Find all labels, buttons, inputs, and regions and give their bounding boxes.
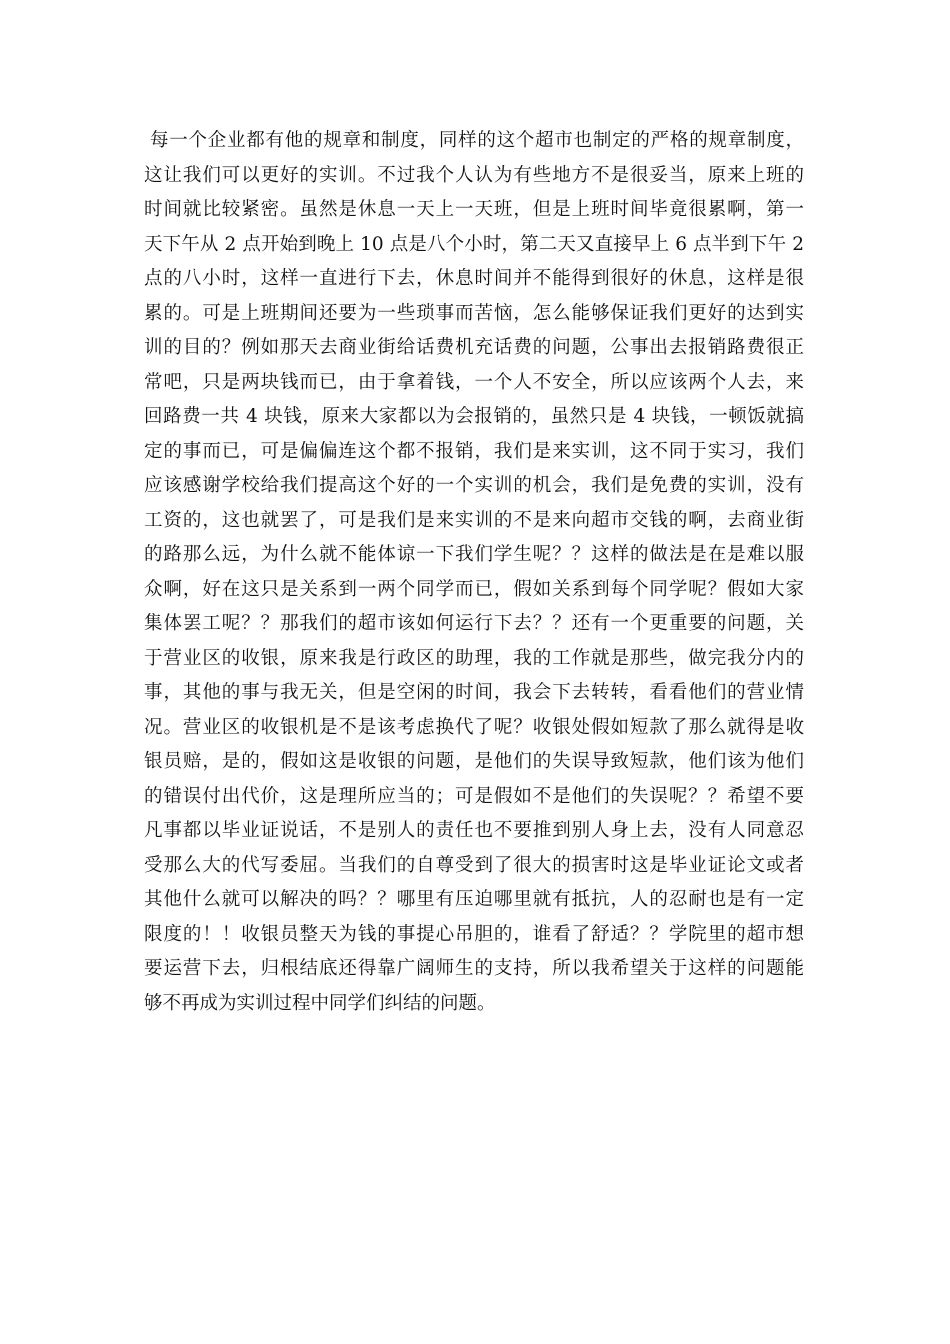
body-paragraph — [144, 124, 804, 1021]
paragraph-line: 的路那么远，为什么就不能体谅一下我们学生呢？？这样的做法是在是难以服 — [144, 544, 804, 565]
paragraph-line: 点的八小时，这样一直进行下去，休息时间并不能得到很好的休息，这样是很 — [144, 268, 804, 289]
paragraph-line: 受那么大的代写委屈。当我们的自尊受到了很大的损害时这是毕业证论文或者 — [144, 854, 804, 876]
paragraph-line: 工资的，这也就罢了，可是我们是来实训的不是来向超市交钱的啊，去商业街 — [144, 509, 804, 531]
paragraph-line: 每一个企业都有他的规章和制度，同样的这个超市也制定的严格的规章制度， — [150, 130, 804, 151]
paragraph-line: 况。营业区的收银机是不是该考虑换代了呢？收银处假如短款了那么就得是收 — [144, 716, 804, 738]
paragraph-line: 常吧，只是两块钱而已，由于拿着钱，一个人不安全，所以应该两个人去，来 — [144, 371, 804, 393]
paragraph-line: 应该感谢学校给我们提高这个好的一个实训的机会，我们是免费的实训，没有 — [144, 475, 804, 496]
paragraph-line: 够不再成为实训过程中同学们纠结的问题。 — [144, 992, 496, 1014]
paragraph-line: 众啊，好在这只是关系到一两个同学而已，假如关系到每个同学呢？假如大家 — [144, 578, 804, 600]
paragraph-line: 这让我们可以更好的实训。不过我个人认为有些地方不是很妥当，原来上班的 — [144, 164, 804, 186]
paragraph-line: 限度的！！收银员整天为钱的事提心吊胆的，谁看了舒适？？学院里的超市想 — [144, 923, 804, 945]
paragraph-line: 集体罢工呢？？那我们的超市该如何运行下去？？还有一个更重要的问题，关 — [144, 613, 804, 634]
paragraph-line: 回路费一共 4 块钱，原来大家都以为会报销的，虽然只是 4 块钱，一顿饭就搞 — [144, 406, 804, 427]
paragraph-line: 天下午从 2 点开始到晚上 10 点是八个小时，第二天又直接早上 6 点半到下午 2 — [144, 233, 804, 255]
paragraph-line: 要运营下去，归根结底还得靠广阔师生的支持，所以我希望关于这样的问题能 — [144, 958, 804, 979]
paragraph-line: 的错误付出代价，这是理所应当的；可是假如不是他们的失误呢？？希望不要 — [144, 785, 804, 807]
paragraph-line: 银员赔，是的，假如这是收银的问题，是他们的失误导致短款，他们该为他们 — [144, 751, 804, 772]
paragraph-line: 于营业区的收银，原来我是行政区的助理，我的工作就是那些，做完我分内的 — [144, 647, 804, 669]
paragraph-line: 事，其他的事与我无关，但是空闲的时间，我会下去转转，看看他们的营业情 — [144, 682, 804, 703]
paragraph-line: 累的。可是上班期间还要为一些琐事而苦恼，怎么能够保证我们更好的达到实 — [144, 302, 804, 324]
paragraph-line: 定的事而已，可是偏偏连这个都不报销，我们是来实训，这不同于实习，我们 — [144, 440, 804, 462]
paragraph-line: 凡事都以毕业证说话，不是别人的责任也不要推到别人身上去，没有人同意忍 — [144, 820, 804, 841]
paragraph-line: 其他什么就可以解决的吗？？哪里有压迫哪里就有抵抗，人的忍耐也是有一定 — [144, 889, 804, 910]
paragraph-line: 时间就比较紧密。虽然是休息一天上一天班，但是上班时间毕竟很累啊，第一 — [144, 199, 804, 220]
paragraph-line: 训的目的？例如那天去商业街给话费机充话费的问题，公事出去报销路费很正 — [144, 337, 804, 358]
